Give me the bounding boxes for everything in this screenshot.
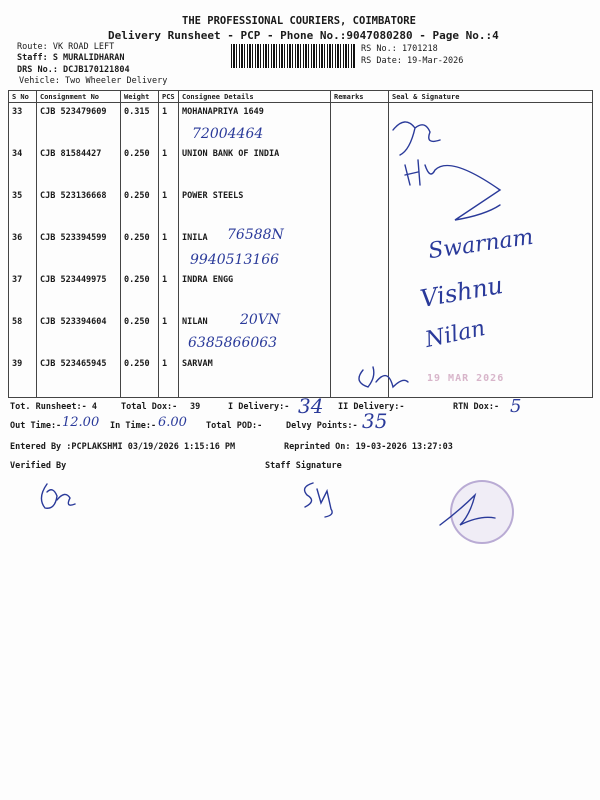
cell-consignee: SARVAM (179, 355, 331, 398)
table-row (9, 271, 593, 313)
total-dox-value: 39 (190, 402, 201, 412)
seal-signature (435, 490, 505, 535)
cell-pcs: 1 (159, 355, 179, 398)
cell-remarks (331, 103, 389, 146)
col-remarks: Remarks (331, 91, 389, 103)
table-row (9, 103, 593, 146)
cell-sno: 33 (9, 103, 37, 146)
out-time-label: Out Time:- (10, 421, 62, 431)
col-seal-signature: Seal & Signature (389, 91, 593, 103)
cell-pcs: 1 (159, 145, 179, 187)
table-row (9, 355, 593, 398)
cell-consignee: NILAN (179, 313, 331, 355)
handwritten-phone: 9940513166 (190, 252, 280, 268)
cell-remarks (331, 271, 389, 313)
col-weight: Weight (121, 91, 159, 103)
cell-cn: CJB 523449975 (37, 271, 121, 313)
delivery-stamp-date: 19 MAR 2026 (427, 373, 505, 384)
col-sno: S No (9, 91, 37, 103)
cell-weight: 0.250 (121, 355, 159, 398)
cell-cn: CJB 523465945 (37, 355, 121, 398)
total-dox-label: Total Dox:- (121, 402, 178, 412)
delvy-points-label: Delvy Points:- (286, 421, 358, 431)
ii-delivery-label: II Delivery:- (338, 402, 405, 412)
cell-weight: 0.250 (121, 145, 159, 187)
staff-signature (295, 475, 355, 520)
handwritten-code: 76588N (227, 227, 284, 243)
table-row (9, 313, 593, 355)
cell-cn: CJB 523136668 (37, 187, 121, 229)
cell-weight: 0.250 (121, 313, 159, 355)
cell-cn: CJB 81584427 (37, 145, 121, 187)
cell-weight: 0.250 (121, 187, 159, 229)
in-time-label: In Time:- (110, 421, 157, 431)
rtn-dox-label: RTN Dox:- (453, 402, 500, 412)
cell-consignee: MOHANAPRIYA 1649 (179, 103, 331, 146)
entered-by: Entered By :PCPLAKSHMI 03/19/2026 1:15:16 PM (10, 442, 236, 452)
signature-text: Vishnu (418, 270, 506, 314)
barcode (231, 44, 356, 68)
reprinted-on: Reprinted On: 19-03-2026 13:27:03 (284, 442, 453, 452)
staff-label: Staff: S MURALIDHARAN (17, 53, 125, 63)
cell-consignee: INDRA ENGG (179, 271, 331, 313)
handwritten-phone: 72004464 (192, 126, 264, 142)
cell-pcs: 1 (159, 229, 179, 271)
rs-date: RS Date: 19-Mar-2026 (361, 56, 464, 66)
total-pod-label: Total POD:- (206, 421, 263, 431)
vehicle-label: Vehicle: Two Wheeler Delivery (19, 76, 168, 86)
signature-drawing (348, 362, 418, 397)
cell-sno: 34 (9, 145, 37, 187)
cell-pcs: 1 (159, 313, 179, 355)
rtn-dox-value: 5 (510, 396, 522, 417)
cell-consignee: POWER STEELS (179, 187, 331, 229)
out-time-value: 12.00 (62, 415, 100, 430)
rs-number: RS No.: 1701218 (361, 44, 438, 54)
signature-text: Swarnam (426, 224, 535, 265)
i-delivery-value: 34 (298, 394, 324, 418)
col-consignee: Consignee Details (179, 91, 331, 103)
signature-drawing (400, 150, 520, 230)
handwritten-code: 20VN (240, 312, 281, 328)
delvy-points-value: 35 (362, 409, 388, 433)
verifier-signature (35, 478, 85, 518)
cell-sno: 37 (9, 271, 37, 313)
cell-remarks (331, 229, 389, 271)
cell-pcs: 1 (159, 271, 179, 313)
company-name: THE PROFESSIONAL COURIERS, COIMBATORE (182, 15, 416, 27)
col-pcs: PCS (159, 91, 179, 103)
cell-weight: 0.250 (121, 229, 159, 271)
cell-pcs: 1 (159, 187, 179, 229)
cell-consignee: UNION BANK OF INDIA (179, 145, 331, 187)
route-label: Route: VK ROAD LEFT (17, 42, 115, 52)
cell-consignee: INILA (179, 229, 331, 271)
runsheet-title: Delivery Runsheet - PCP - Phone No.:9047080280 - Page No.:4 (108, 29, 499, 42)
cell-sno: 39 (9, 355, 37, 398)
tot-runsheet: Tot. Runsheet:- 4 (10, 402, 97, 412)
cell-sno: 58 (9, 313, 37, 355)
col-consignment: Consignment No (37, 91, 121, 103)
signature-text: Nilan (423, 315, 488, 354)
in-time-value: 6.00 (158, 415, 187, 430)
cell-weight: 0.250 (121, 271, 159, 313)
cell-remarks (331, 145, 389, 187)
cell-cn: CJB 523394604 (37, 313, 121, 355)
cell-remarks (331, 313, 389, 355)
cell-remarks (331, 187, 389, 229)
verified-by-label: Verified By (10, 461, 67, 471)
cell-sno: 35 (9, 187, 37, 229)
cell-cn: CJB 523394599 (37, 229, 121, 271)
handwritten-phone: 6385866063 (188, 335, 278, 351)
cell-sno: 36 (9, 229, 37, 271)
cell-weight: 0.315 (121, 103, 159, 146)
cell-cn: CJB 523479609 (37, 103, 121, 146)
i-delivery-label: I Delivery:- (228, 402, 290, 412)
drs-number: DRS No.: DCJB170121804 (17, 65, 130, 75)
cell-pcs: 1 (159, 103, 179, 146)
cell-signature (389, 313, 593, 355)
table-header-row (9, 91, 593, 103)
staff-signature-label: Staff Signature (265, 461, 342, 471)
